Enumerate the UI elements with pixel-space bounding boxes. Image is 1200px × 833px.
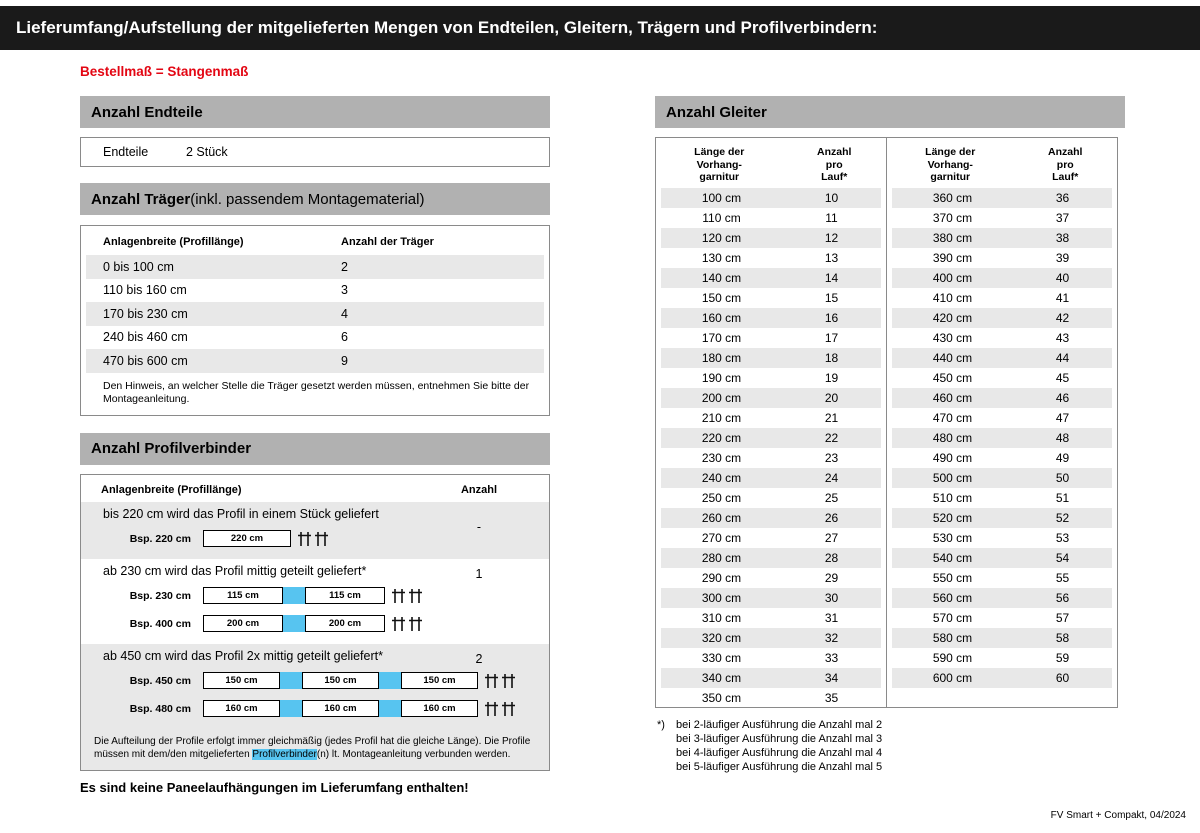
gleiter-count: 56 [1055,591,1070,605]
profile-segment: 220 cm [203,530,291,547]
endteile-box [80,137,550,167]
gleiter-count: 28 [824,551,839,565]
gleiter-length: 430 cm [932,331,973,345]
gleiter-row [892,368,1112,388]
gleiter-length: 460 cm [932,391,973,405]
gleiter-row [892,568,1112,588]
connector-block [379,672,401,689]
traeger-table-header [81,234,549,255]
gleiter-length: 320 cm [701,631,742,645]
gleiter-length: 400 cm [932,271,973,285]
gleiter-count: 39 [1055,251,1070,265]
footnote-line [657,732,1125,746]
traeger-row-range: 470 bis 600 cm [103,353,188,368]
header-line: Vorhang- [696,158,742,171]
gleiter-length: 220 cm [701,431,742,445]
gleiter-count: 57 [1055,611,1070,625]
gleiter-row [661,188,881,208]
profilverbinder-section-header [80,433,550,465]
bracket-icon [392,615,422,633]
gleiter-length: 110 cm [702,211,741,225]
gleiter-row [661,548,881,568]
header-line: Länge der [925,146,976,158]
header-line: garnitur [930,171,971,183]
gleiter-row [661,428,881,448]
connector-block [379,700,401,717]
traeger-row-count: 4 [341,306,348,321]
gleiter-length: 450 cm [932,371,973,385]
profile-segment: 150 cm [203,672,280,689]
gleiter-count: 31 [824,611,839,625]
profile-segment: 200 cm [305,615,385,632]
gleiter-length: 520 cm [932,511,973,525]
gleiter-length: 170 cm [701,331,742,345]
gleiter-row [892,668,1112,688]
gleiter-row [892,488,1112,508]
gleiter-count: 21 [824,411,839,425]
traeger-row [86,302,544,326]
gleiter-count: 45 [1055,371,1070,385]
gleiter-count: 23 [824,451,839,465]
gleiter-count: 13 [824,251,839,265]
document-footer: FV Smart + Compakt, 04/2024 [1050,810,1186,821]
gleiter-length: 140 cm [701,271,742,285]
gleiter-row [892,388,1112,408]
gleiter-count: 44 [1055,351,1070,365]
gleiter-count: 49 [1055,451,1070,465]
gleiter-row [892,628,1112,648]
gleiter-row [892,508,1112,528]
gleiter-length: 590 cm [932,651,973,665]
pv-section-split-once [81,559,549,644]
profilverbinder-section-title: Anzahl Profilverbinder [91,440,252,457]
gleiter-row [661,648,881,668]
page-header [0,6,1200,50]
left-column [80,96,550,795]
connector-block [283,587,305,604]
footnote-line [657,746,1125,760]
profile-segment: 115 cm [305,587,385,604]
gleiter-count: 35 [824,691,839,705]
pv-section-single-piece [81,502,549,559]
gleiter-row [661,308,881,328]
gleiter-length: 210 cm [701,411,742,425]
gleiter-length: 120 cm [701,231,742,245]
gleiter-row [661,288,881,308]
gleiter-count: 15 [824,291,839,305]
bracket-icon [392,587,422,605]
gleiter-count: 54 [1055,551,1070,565]
gleiter-length: 240 cm [701,471,742,485]
gleiter-count: 29 [824,571,839,585]
gleiter-row [892,408,1112,428]
gleiter-count: 30 [824,591,839,605]
page-title: Lieferumfang/Aufstellung der mitgelieferten Mengen von Endteilen, Gleitern, Trägern und Profilverbindern: [16,18,878,37]
gleiter-row [892,188,1112,208]
pv-section-split-twice [81,644,549,729]
gleiter-row [892,208,1112,228]
endteile-section-title: Anzahl Endteile [91,103,203,121]
gleiter-row [661,508,881,528]
gleiter-col1-header [656,146,783,188]
connector-block [280,672,302,689]
gleiter-row [661,348,881,368]
gleiter-length: 360 cm [932,191,973,205]
gleiter-length: 470 cm [932,411,973,425]
gleiter-col2-header [783,146,887,188]
gleiter-row [661,488,881,508]
example-label: Bsp. 400 cm [129,617,191,630]
gleiter-count: 51 [1055,491,1070,505]
gleiter-length: 570 cm [932,611,973,625]
gleiter-row [661,328,881,348]
gleiter-section-title: Anzahl Gleiter [666,103,767,121]
gleiter-count: 19 [824,371,839,385]
gleiter-count: 24 [824,471,839,485]
gleiter-count: 50 [1055,471,1070,485]
traeger-row-count: 9 [341,353,348,368]
paneel-note: Es sind keine Paneelaufhängungen im Lieferumfang enthalten! [80,779,469,795]
profile-example [81,695,549,723]
gleiter-length: 270 cm [701,531,742,545]
profile-segment: 150 cm [302,672,379,689]
traeger-row-count: 2 [341,259,348,274]
pv-col2-header: Anzahl [460,483,498,496]
gleiter-length: 560 cm [932,591,973,605]
gleiter-row [661,268,881,288]
traeger-col1-header: Anlagenbreite (Profillänge) [103,236,244,248]
gleiter-table-2-header [887,138,1117,188]
traeger-row-range: 0 bis 100 cm [103,259,174,274]
gleiter-row [661,688,881,708]
header-line: Lauf* [1052,171,1079,183]
example-label: Bsp. 230 cm [129,589,191,602]
gleiter-count: 47 [1055,411,1070,425]
gleiter-count: 36 [1055,191,1070,205]
example-label: Bsp. 450 cm [129,674,191,687]
header-line: Anzahl [817,146,852,158]
gleiter-count: 46 [1055,391,1070,405]
gleiter-count: 26 [824,511,839,525]
gleiter-section-header [655,96,1125,128]
gleiter-length: 200 cm [701,391,742,405]
gleiter-length: 550 cm [932,571,973,585]
gleiter-row [661,388,881,408]
traeger-row-range: 110 bis 160 cm [103,283,187,298]
traeger-col2-header: Anzahl der Träger [341,236,434,248]
gleiter-count: 55 [1055,571,1070,585]
profile-segment: 115 cm [203,587,283,604]
profile-example [81,667,549,695]
pv-section-count: 2 [475,651,483,666]
gleiter-count: 18 [824,351,839,365]
footnote-line [657,718,1125,732]
gleiter-row [892,528,1112,548]
gleiter-length: 370 cm [932,211,973,225]
footnote-text: bei 4-läufiger Ausführung die Anzahl mal 4 [676,747,883,759]
gleiter-table-1 [655,137,887,708]
gleiter-row [892,608,1112,628]
gleiter-row [892,648,1112,668]
profile-segment: 160 cm [401,700,478,717]
traeger-row-count: 3 [341,283,348,298]
example-label: Bsp. 220 cm [129,532,191,545]
gleiter-col2-header [1014,146,1118,188]
gleiter-count: 40 [1055,271,1070,285]
traeger-rows [81,255,549,373]
gleiter-count: 11 [825,211,838,225]
bracket-icon [485,700,515,718]
gleiter-length: 250 cm [701,491,742,505]
header-line: pro [825,158,843,171]
gleiter-length: 160 cm [701,311,742,325]
gleiter-length: 350 cm [701,691,742,705]
gleiter-count: 48 [1055,431,1070,445]
gleiter-row [892,588,1112,608]
gleiter-row [661,568,881,588]
gleiter-length: 230 cm [701,451,742,465]
gleiter-length: 500 cm [932,471,973,485]
gleiter-count: 14 [824,271,839,285]
header-line: Vorhang- [927,158,973,171]
gleiter-row [892,328,1112,348]
gleiter-table-1-header [656,138,886,188]
header-line: Länge der [694,146,745,158]
profile-segment: 160 cm [203,700,280,717]
gleiter-count: 59 [1055,651,1070,665]
gleiter-row [892,248,1112,268]
header-line: pro [1056,158,1074,171]
gleiter-length: 580 cm [932,631,973,645]
gleiter-length: 310 cm [701,611,742,625]
traeger-section-title: Anzahl Träger [91,190,191,208]
gleiter-length: 180 cm [701,351,742,365]
gleiter-length: 130 cm [701,251,742,265]
gleiter-row [661,588,881,608]
traeger-row-range: 170 bis 230 cm [103,306,188,321]
gleiter-col1-header [887,146,1014,188]
pv-note-text: (n) lt. Montageanleitung verbunden werden. [316,748,511,760]
pv-col1-header: Anlagenbreite (Profillänge) [101,483,242,496]
pv-section-text: ab 450 cm wird das Profil 2x mittig geteilt geliefert* [103,648,383,663]
gleiter-length: 150 cm [701,291,742,305]
gleiter-length: 340 cm [701,671,742,685]
header-line: Anzahl [1048,146,1083,158]
gleiter-count: 22 [824,431,839,445]
traeger-row [86,255,544,279]
gleiter-count: 12 [824,231,839,245]
gleiter-count: 41 [1055,291,1070,305]
gleiter-row [661,208,881,228]
bracket-icon [485,672,515,690]
bracket-icon [298,530,328,548]
gleiter-length: 480 cm [932,431,973,445]
gleiter-row [661,248,881,268]
traeger-row-count: 6 [341,330,348,345]
gleiter-length: 530 cm [932,531,973,545]
gleiter-count: 53 [1055,531,1070,545]
traeger-row [86,349,544,373]
gleiter-length: 280 cm [701,551,742,565]
gleiter-count: 16 [824,311,839,325]
profile-example [81,582,549,610]
footnote-text: bei 2-läufiger Ausführung die Anzahl mal 2 [676,719,883,731]
profile-segment: 150 cm [401,672,478,689]
gleiter-row [661,628,881,648]
footnote-text: bei 3-läufiger Ausführung die Anzahl mal 3 [676,733,883,745]
gleiter-row [661,228,881,248]
profile-example [81,610,549,638]
pv-note-highlight: Profilverbinder [252,748,317,760]
gleiter-length: 100 cm [701,191,742,205]
gleiter-count: 58 [1055,631,1070,645]
gleiter-row [892,548,1112,568]
traeger-section-header [80,183,550,215]
profile-segment: 200 cm [203,615,283,632]
gleiter-length: 410 cm [932,291,973,305]
gleiter-row [892,288,1112,308]
gleiter-count: 42 [1055,311,1070,325]
gleiter-row [661,608,881,628]
gleiter-row [661,368,881,388]
gleiter-length: 540 cm [932,551,973,565]
connector-block [283,615,305,632]
header-line: Lauf* [821,171,848,183]
profile-segment: 160 cm [302,700,379,717]
traeger-section-subtitle: (inkl. passendem Montagematerial) [190,190,425,208]
gleiter-row [892,428,1112,448]
gleiter-length: 190 cm [701,371,742,385]
endteile-value: 2 Stück [186,145,228,159]
gleiter-table-1-rows [656,188,886,708]
header-line: garnitur [699,171,740,183]
gleiter-row [661,528,881,548]
traeger-row [86,279,544,303]
profilverbinder-table [80,474,550,771]
gleiter-count: 52 [1055,511,1070,525]
gleiter-count: 17 [824,331,839,345]
footnote-line [657,760,1125,774]
gleiter-count: 25 [824,491,839,505]
pv-section-text: bis 220 cm wird das Profil in einem Stück geliefert [103,506,379,521]
gleiter-length: 330 cm [701,651,742,665]
traeger-table [80,225,550,416]
pv-table-header [81,475,549,502]
gleiter-count: 60 [1055,671,1070,685]
footnote-text: bei 5-läufiger Ausführung die Anzahl mal 5 [676,761,883,773]
traeger-row [86,326,544,350]
connector-block [280,700,302,717]
gleiter-length: 390 cm [932,251,973,265]
gleiter-row [661,668,881,688]
pv-section-count: 1 [475,566,483,581]
gleiter-row [892,348,1112,368]
gleiter-table-2 [886,137,1118,708]
gleiter-length: 380 cm [932,231,973,245]
gleiter-count: 43 [1055,331,1070,345]
gleiter-row [661,408,881,428]
gleiter-length: 600 cm [932,671,973,685]
gleiter-footnotes [655,718,1125,774]
gleiter-length: 260 cm [701,511,742,525]
footnote-marker: *) [657,719,665,731]
traeger-note: Den Hinweis, an welcher Stelle die Träger gesetzt werden müssen, entnehmen Sie bitte der Montageanleitung. [103,379,530,405]
gleiter-length: 510 cm [932,491,973,505]
gleiter-row [661,448,881,468]
gleiter-count: 37 [1055,211,1070,225]
gleiter-count: 27 [824,531,839,545]
gleiter-length: 420 cm [932,311,973,325]
example-label: Bsp. 480 cm [129,702,191,715]
gleiter-row [892,228,1112,248]
endteile-label: Endteile [103,145,149,159]
gleiter-tables [655,137,1125,708]
gleiter-row [892,268,1112,288]
gleiter-count: 10 [824,191,839,205]
gleiter-count: 34 [824,671,839,685]
gleiter-count: 32 [824,631,839,645]
gleiter-row [661,468,881,488]
pv-note-text: Die Aufteilung der Profile erfolgt immer gleichmäßig (jedes Profil hat die gleiche Länge). Die Profile müssen mit dem/den mitgelieferten [94,735,531,760]
gleiter-count: 20 [824,391,839,405]
gleiter-length: 440 cm [932,351,973,365]
pv-section-count: - [476,519,482,534]
gleiter-table-2-rows [887,188,1117,688]
gleiter-row [892,448,1112,468]
right-column [655,96,1125,774]
traeger-row-range: 240 bis 460 cm [103,330,188,345]
gleiter-length: 290 cm [701,571,742,585]
gleiter-row [892,308,1112,328]
gleiter-row [892,468,1112,488]
order-measure-note: Bestellmaß = Stangenmaß [80,64,249,79]
endteile-section-header [80,96,550,128]
pv-note [81,729,549,770]
gleiter-count: 33 [824,651,839,665]
pv-section-text: ab 230 cm wird das Profil mittig geteilt geliefert* [103,563,367,578]
gleiter-count: 38 [1055,231,1070,245]
gleiter-length: 300 cm [701,591,742,605]
gleiter-length: 490 cm [932,451,973,465]
